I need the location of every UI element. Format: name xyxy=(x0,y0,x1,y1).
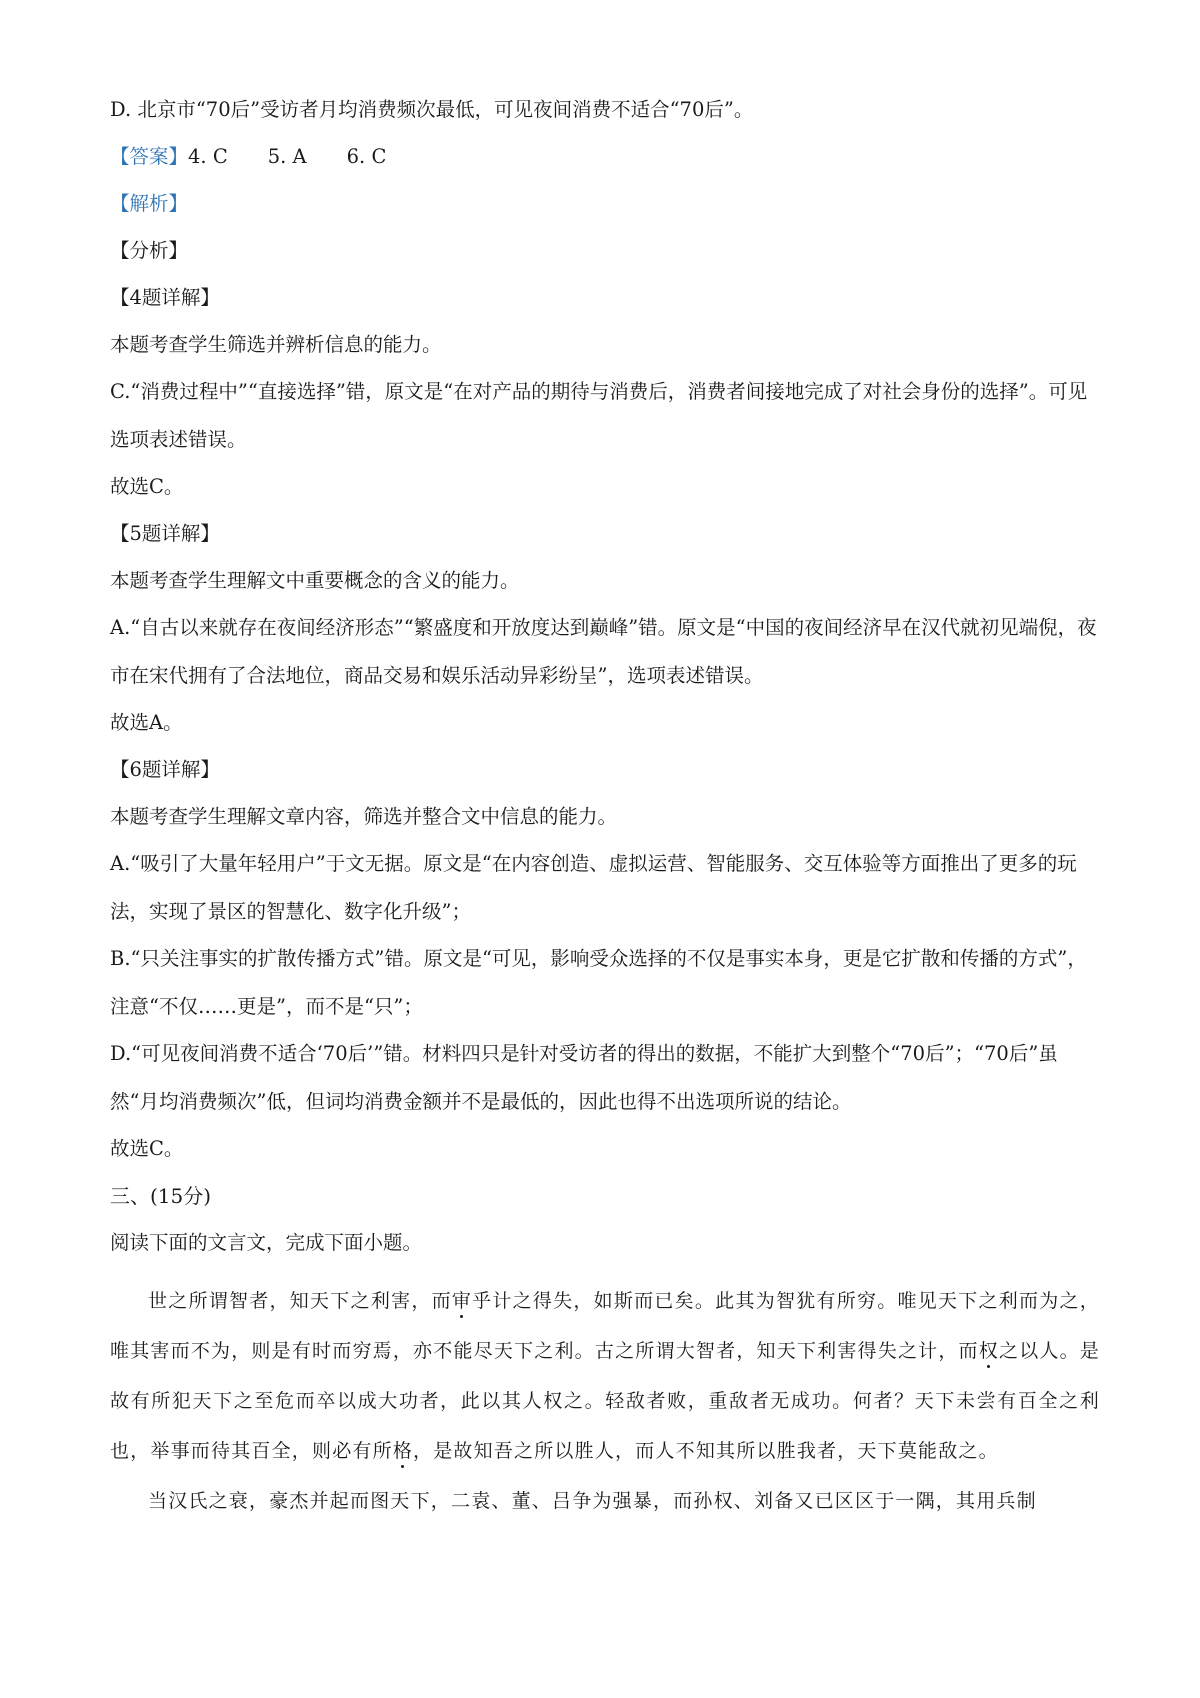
answer-4: 4. C xyxy=(188,145,228,168)
q4-choice: 故选C。 xyxy=(110,475,184,498)
section-three-heading: 三、(15分) xyxy=(110,1184,212,1208)
answer-label: 【答案】 xyxy=(110,145,189,168)
analysis-label: 【解析】 xyxy=(110,192,189,215)
q6-option-a: A.“吸引了大量年轻用户”于文无据。原文是“在内容创造、虚拟运营、智能服务、交互体验等方面推出了更多的玩法，实现了景区的智慧化、数字化升级”； xyxy=(110,852,1077,923)
document-page xyxy=(110,96,1100,1526)
answer-5: 5. A xyxy=(267,145,307,168)
q4-intro: 本题考查学生筛选并辨析信息的能力。 xyxy=(110,333,442,356)
emphasis-char-quan: 权 xyxy=(978,1340,999,1362)
q6-heading: 【6题详解】 xyxy=(110,758,220,781)
q5-choice: 故选A。 xyxy=(110,711,183,734)
q4-heading: 【4题详解】 xyxy=(110,286,220,309)
q6-option-b: B.“只关注事实的扩散传播方式”错。原文是“可见，影响受众选择的不仅是事实本身，更是它扩散和传播的方式”，注意“不仅……更是”，而不是“只”； xyxy=(110,947,1087,1018)
q5-option-a: A.“自古以来就存在夜间经济形态”“繁盛度和开放度达到巅峰”错。原文是“中国的夜间经济早在汉代就初见端倪，夜市在宋代拥有了合法地位，商品交易和娱乐活动异彩纷呈”，选项表述错误。 xyxy=(110,616,1097,687)
answer-line xyxy=(110,143,1100,171)
q6-choice: 故选C。 xyxy=(110,1137,184,1160)
answer-6: 6. C xyxy=(346,145,387,168)
q4-option-c: C.“消费过程中”“直接选择”错，原文是“在对产品的期待与消费后，消费者间接地完成了对社会身份的选择”。可见选项表述错误。 xyxy=(110,380,1088,451)
reading-instruction: 阅读下面的文言文，完成下面小题。 xyxy=(110,1231,423,1254)
emphasis-char-ge: 格 xyxy=(392,1440,414,1462)
option-d-line: D. 北京市“70后”受访者月均消费频次最低，可见夜间消费不适合“70后”。 xyxy=(110,98,754,121)
q5-intro: 本题考查学生理解文中重要概念的含义的能力。 xyxy=(110,569,520,592)
q6-option-d: D.“可见夜间消费不适合‘70后’”错。材料四只是针对受访者的得出的数据，不能扩大到整个“70后”；“70后”虽然“月均消费频次”低，但词均消费金额并不是最低的，因此也得不出选项所说的结论。 xyxy=(110,1042,1058,1113)
classical-paragraph-1: 世之所谓智者，知天下之利害，而审乎计之得失，如斯而已矣。此其为智犹有所穷。唯见天下之利而为之，唯其害而不为，则是有时而穷焉，亦不能尽天下之利。古之所谓大智者，知天下利害得失之计，而权之以人。是故有所犯天下之至危而卒以成大功者，此以其人权之。轻敌者败，重敌者无成功。何者？天下未尝有百全之利也，举事而待其百全，则必有所格，是故知吾之所以胜人，而人不知其所以胜我者，天下莫能敌之。 xyxy=(110,1290,1100,1462)
emphasis-char-shen: 审 xyxy=(451,1290,473,1312)
q5-heading: 【5题详解】 xyxy=(110,522,220,545)
q6-intro: 本题考查学生理解文章内容，筛选并整合文中信息的能力。 xyxy=(110,805,618,828)
classical-paragraph-2: 当汉氏之衰，豪杰并起而图天下，二袁、董、吕争为强暴，而孙权、刘备又已区区于一隅，其用兵制 xyxy=(148,1490,1037,1512)
fenxi-label: 【分析】 xyxy=(110,239,189,262)
